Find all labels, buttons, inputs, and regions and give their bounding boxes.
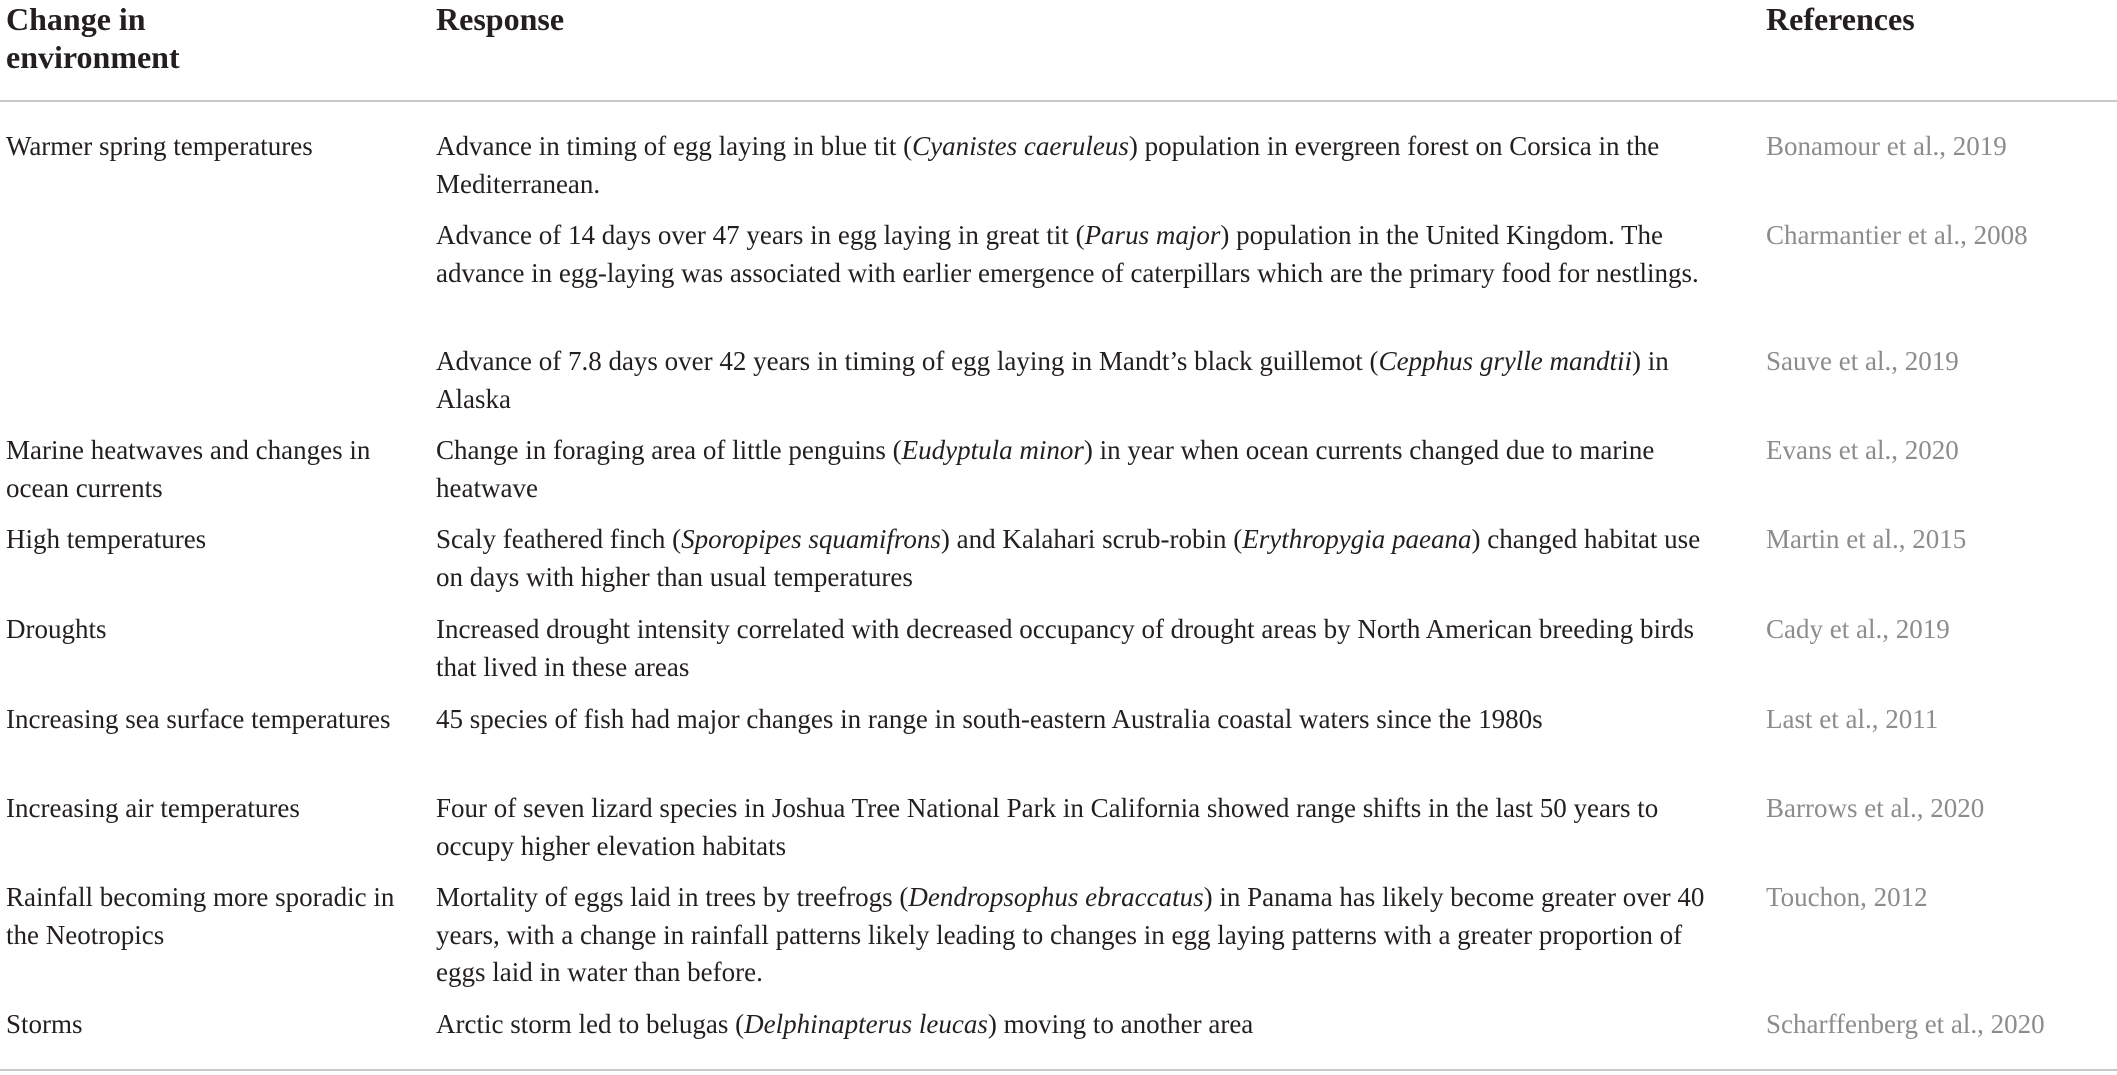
cell-response	[436, 879, 1706, 992]
species-name: Cyanistes caeruleus	[912, 131, 1129, 161]
cell-response	[436, 343, 1706, 418]
response-text: Advance of 7.8 days over 42 years in timing of egg laying in Mandt’s black guillemot (	[436, 346, 1379, 376]
cell-response	[436, 790, 1706, 865]
cell-response	[436, 128, 1706, 203]
response-text: ) moving to another area	[987, 1009, 1254, 1039]
species-name: Erythropygia paeana	[1242, 524, 1472, 554]
cell-response	[436, 521, 1706, 596]
response-text: Advance of 14 days over 47 years in egg laying in great tit (	[436, 220, 1085, 250]
cell-reference: Martin et al., 2015	[1766, 524, 1967, 554]
response-text: 45 species of fish had major changes in range in south-eastern Australia coastal waters since the 1980s	[436, 704, 1543, 734]
species-name: Dendropsophus ebraccatus	[908, 882, 1204, 912]
header-change: Change in environment	[6, 1, 180, 75]
cell-reference: Touchon, 2012	[1766, 882, 1928, 912]
cell-reference: Barrows et al., 2020	[1766, 793, 1985, 823]
bottom-rule	[0, 1069, 2117, 1071]
response-text: ) in Panama has likely become greater over 40 years, with a change in rainfall patterns likely leading to changes in egg laying patterns with a greater proportion of eggs laid in water than before.	[436, 882, 1705, 987]
response-text: ) population in evergreen forest on Corsica in the Mediterranean.	[436, 131, 1660, 199]
response-text: Mortality of eggs laid in trees by treefrogs (	[436, 882, 909, 912]
header-references: References	[1766, 1, 1915, 37]
response-text: Four of seven lizard species in Joshua Tree National Park in California showed range shifts in the last 50 years to occupy higher elevation habitats	[436, 793, 1659, 861]
cell-reference: Scharffenberg et al., 2020	[1766, 1009, 2045, 1039]
cell-response	[436, 217, 1706, 292]
species-name: Sporopipes squamifrons	[681, 524, 941, 554]
species-name: Delphinapterus leucas	[744, 1009, 988, 1039]
header-response: Response	[436, 1, 565, 37]
response-text: Change in foraging area of little penguins (	[436, 435, 902, 465]
response-text: Scaly feathered finch (	[436, 524, 682, 554]
cell-reference: Evans et al., 2020	[1766, 435, 1959, 465]
cell-change: High temperatures	[6, 524, 207, 554]
response-text: ) and Kalahari scrub-robin (	[940, 524, 1243, 554]
response-text: Arctic storm led to belugas (	[436, 1009, 745, 1039]
cell-reference: Sauve et al., 2019	[1766, 346, 1959, 376]
cell-response	[436, 611, 1706, 686]
cell-response	[436, 1006, 1706, 1044]
cell-change: Warmer spring temperatures	[6, 131, 313, 161]
response-text: Increased drought intensity correlated with decreased occupancy of drought areas by North American breeding birds that lived in these areas	[436, 614, 1695, 682]
response-text: ) changed habitat use on days with higher than usual temperatures	[436, 524, 1701, 592]
species-name: Eudyptula minor	[901, 435, 1084, 465]
cell-reference: Bonamour et al., 2019	[1766, 131, 2007, 161]
cell-reference: Charmantier et al., 2008	[1766, 220, 2028, 250]
cell-change: Rainfall becoming more sporadic in the Neotropics	[6, 882, 395, 950]
cell-change: Increasing sea surface temperatures	[6, 704, 391, 734]
cell-response	[436, 432, 1706, 507]
cell-reference: Cady et al., 2019	[1766, 614, 1950, 644]
header-rule	[0, 100, 2117, 102]
species-name: Cepphus grylle mandtii	[1378, 346, 1633, 376]
cell-change: Increasing air temperatures	[6, 793, 300, 823]
cell-change: Storms	[6, 1009, 83, 1039]
response-text: ) in Alaska	[436, 346, 1669, 414]
cell-response	[436, 701, 1706, 739]
cell-reference: Last et al., 2011	[1766, 704, 1939, 734]
species-name: Parus major	[1084, 220, 1221, 250]
response-text: ) in year when ocean currents changed due to marine heatwave	[436, 435, 1655, 503]
response-text: Advance in timing of egg laying in blue tit (	[436, 131, 913, 161]
response-text: ) population in the United Kingdom. The advance in egg-laying was associated with earlier emergence of caterpillars which are the primary food for nestlings.	[436, 220, 1699, 288]
cell-change: Marine heatwaves and changes in ocean currents	[6, 435, 371, 503]
cell-change: Droughts	[6, 614, 107, 644]
